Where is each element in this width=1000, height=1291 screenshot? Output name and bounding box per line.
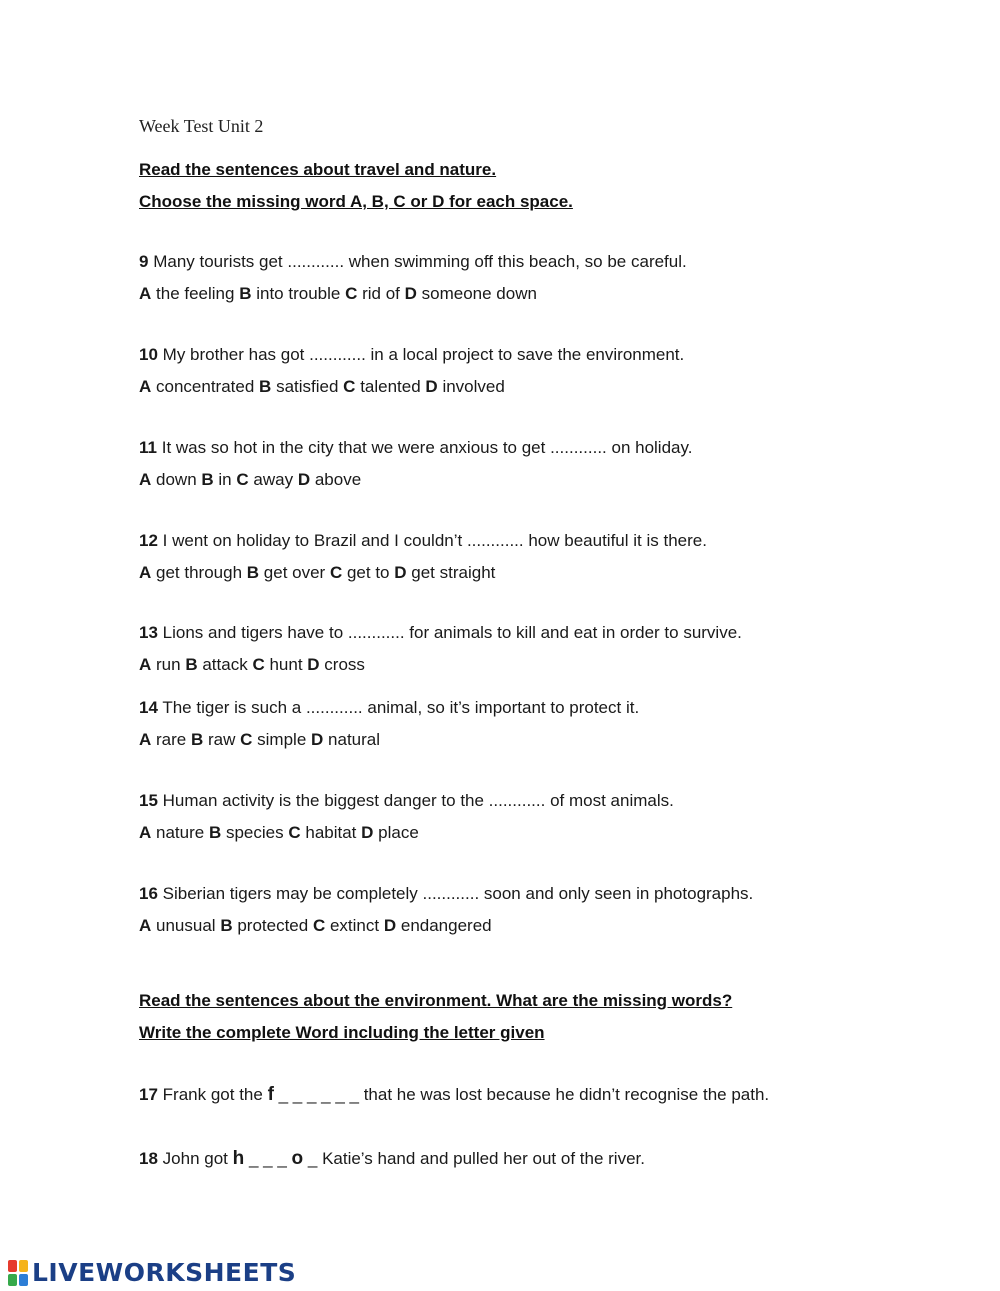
option-text[interactable]: get to [346, 563, 390, 582]
section2-instruction-1: Read the sentences about the environment. What are the missing words? [139, 991, 733, 1010]
question-number: 11 [139, 438, 157, 457]
option-text[interactable]: rid of [362, 284, 400, 303]
section1-instruction-1: Read the sentences about travel and nature. [139, 160, 497, 179]
option-text[interactable]: the feeling [156, 284, 235, 303]
question-9-options [139, 284, 537, 304]
option-text[interactable]: rare [156, 730, 187, 749]
option-letter: C [252, 655, 265, 674]
question-13-options [139, 655, 365, 675]
page-title: Week Test Unit 2 [139, 116, 264, 136]
question-number: 9 [139, 252, 149, 271]
question-number: 14 [139, 698, 158, 717]
option-letter: B [185, 655, 198, 674]
option-text[interactable]: into trouble [256, 284, 341, 303]
letter-blanks[interactable]: _ _ _ [248, 1149, 287, 1168]
option-letter: D [361, 823, 374, 842]
option-text[interactable]: place [378, 823, 419, 842]
option-text[interactable]: unusual [156, 916, 216, 935]
liveworksheets-logo[interactable] [8, 1258, 296, 1287]
option-letter: D [307, 655, 320, 674]
question-number: 15 [139, 791, 158, 810]
option-letter: D [404, 284, 417, 303]
option-letter: C [345, 284, 358, 303]
option-text[interactable]: above [314, 470, 362, 489]
option-text[interactable]: habitat [305, 823, 357, 842]
option-letter: D [394, 563, 407, 582]
question-18 [139, 1148, 645, 1170]
option-letter: D [311, 730, 324, 749]
question-number: 17 [139, 1085, 158, 1104]
question-16-stem [139, 884, 753, 904]
option-letter: C [329, 563, 343, 582]
option-text[interactable]: simple [257, 730, 307, 749]
question-text: It was so hot in the city that we were anxious to get ............ on holiday. [161, 438, 693, 457]
option-letter: C [312, 916, 326, 935]
question-number: 10 [139, 345, 158, 364]
question-10-options [139, 377, 505, 397]
option-text[interactable]: someone down [421, 284, 537, 303]
question-text-before: John got [162, 1149, 228, 1168]
option-letter: C [236, 470, 249, 489]
question-15-options [139, 823, 419, 843]
option-letter: B [259, 377, 272, 396]
question-14-stem [139, 698, 639, 718]
option-text[interactable]: down [156, 470, 197, 489]
question-11-stem [139, 438, 692, 458]
option-text[interactable]: away [253, 470, 294, 489]
given-letter: f [267, 1084, 274, 1105]
option-text[interactable]: in [218, 470, 232, 489]
question-17 [139, 1084, 769, 1106]
option-text[interactable]: protected [237, 916, 309, 935]
option-letter: A [139, 823, 152, 842]
question-text-before: Frank got the [162, 1085, 263, 1104]
option-letter: B [190, 730, 204, 749]
option-text[interactable]: talented [360, 377, 421, 396]
question-10-stem [139, 345, 684, 365]
option-text[interactable]: satisfied [276, 377, 339, 396]
option-letter: B [239, 284, 252, 303]
option-letter: B [220, 916, 233, 935]
option-text[interactable]: get straight [411, 563, 496, 582]
question-number: 18 [139, 1149, 158, 1168]
option-letter: A [139, 655, 152, 674]
option-text[interactable]: nature [156, 823, 205, 842]
question-text-after: that he was lost because he didn’t recognise the path. [363, 1085, 770, 1104]
question-text: My brother has got ............ in a local project to save the environment. [162, 345, 685, 364]
section1-instruction-2: Choose the missing word A, B, C or D for each space. [139, 192, 573, 211]
section2-instruction-2: Write the complete Word including the letter given [139, 1023, 545, 1042]
option-text[interactable]: species [225, 823, 284, 842]
option-letter: C [240, 730, 253, 749]
option-text[interactable]: hunt [269, 655, 303, 674]
option-letter: B [208, 823, 222, 842]
question-number: 12 [139, 531, 158, 550]
question-text: Human activity is the biggest danger to the ............ of most animals. [162, 791, 674, 810]
option-text[interactable]: involved [442, 377, 505, 396]
question-number: 16 [139, 884, 158, 903]
question-16-options [139, 916, 492, 936]
question-number: 13 [139, 623, 158, 642]
question-text: Many tourists get ............ when swimming off this beach, so be careful. [153, 252, 687, 271]
option-letter: A [139, 470, 152, 489]
question-14-options [139, 730, 380, 750]
option-letter: D [425, 377, 438, 396]
logo-text: LIVEWORKSHEETS [32, 1258, 297, 1287]
option-text[interactable]: concentrated [156, 377, 255, 396]
question-15-stem [139, 791, 674, 811]
option-letter: C [343, 377, 356, 396]
option-text[interactable]: get through [156, 563, 243, 582]
question-9-stem [139, 252, 687, 272]
option-text[interactable]: cross [324, 655, 365, 674]
option-letter: D [383, 916, 397, 935]
question-text: The tiger is such a ............ animal, so it’s important to protect it. [162, 698, 640, 717]
option-text[interactable]: run [156, 655, 181, 674]
given-letter: o [291, 1148, 304, 1169]
option-letter: B [246, 563, 260, 582]
option-letter: A [139, 563, 152, 582]
option-letter: A [139, 377, 152, 396]
logo-mark-icon [8, 1260, 28, 1286]
question-13-stem [139, 623, 742, 643]
question-text-after: Katie’s hand and pulled her out of the river. [322, 1149, 645, 1168]
option-text[interactable]: endangered [400, 916, 492, 935]
letter-blanks[interactable]: _ [307, 1149, 318, 1168]
option-letter: B [201, 470, 214, 489]
option-letter: A [139, 730, 152, 749]
question-11-options [139, 470, 361, 490]
option-text[interactable]: extinct [329, 916, 380, 935]
option-letter: A [139, 916, 152, 935]
question-text: I went on holiday to Brazil and I couldn’t ............ how beautiful it is there. [162, 531, 707, 550]
option-text[interactable]: natural [328, 730, 381, 749]
option-letter: A [139, 284, 152, 303]
question-text: Lions and tigers have to ............ for animals to kill and eat in order to survive. [162, 623, 742, 642]
option-text[interactable]: attack [202, 655, 248, 674]
option-text[interactable]: get over [263, 563, 326, 582]
given-letter: h [232, 1148, 245, 1169]
question-12-options [139, 563, 495, 583]
question-12-stem [139, 531, 707, 551]
option-letter: D [297, 470, 311, 489]
letter-blanks[interactable]: _ _ _ _ _ _ [278, 1085, 359, 1104]
option-letter: C [288, 823, 301, 842]
option-text[interactable]: raw [208, 730, 236, 749]
question-text: Siberian tigers may be completely ............ soon and only seen in photographs. [162, 884, 754, 903]
